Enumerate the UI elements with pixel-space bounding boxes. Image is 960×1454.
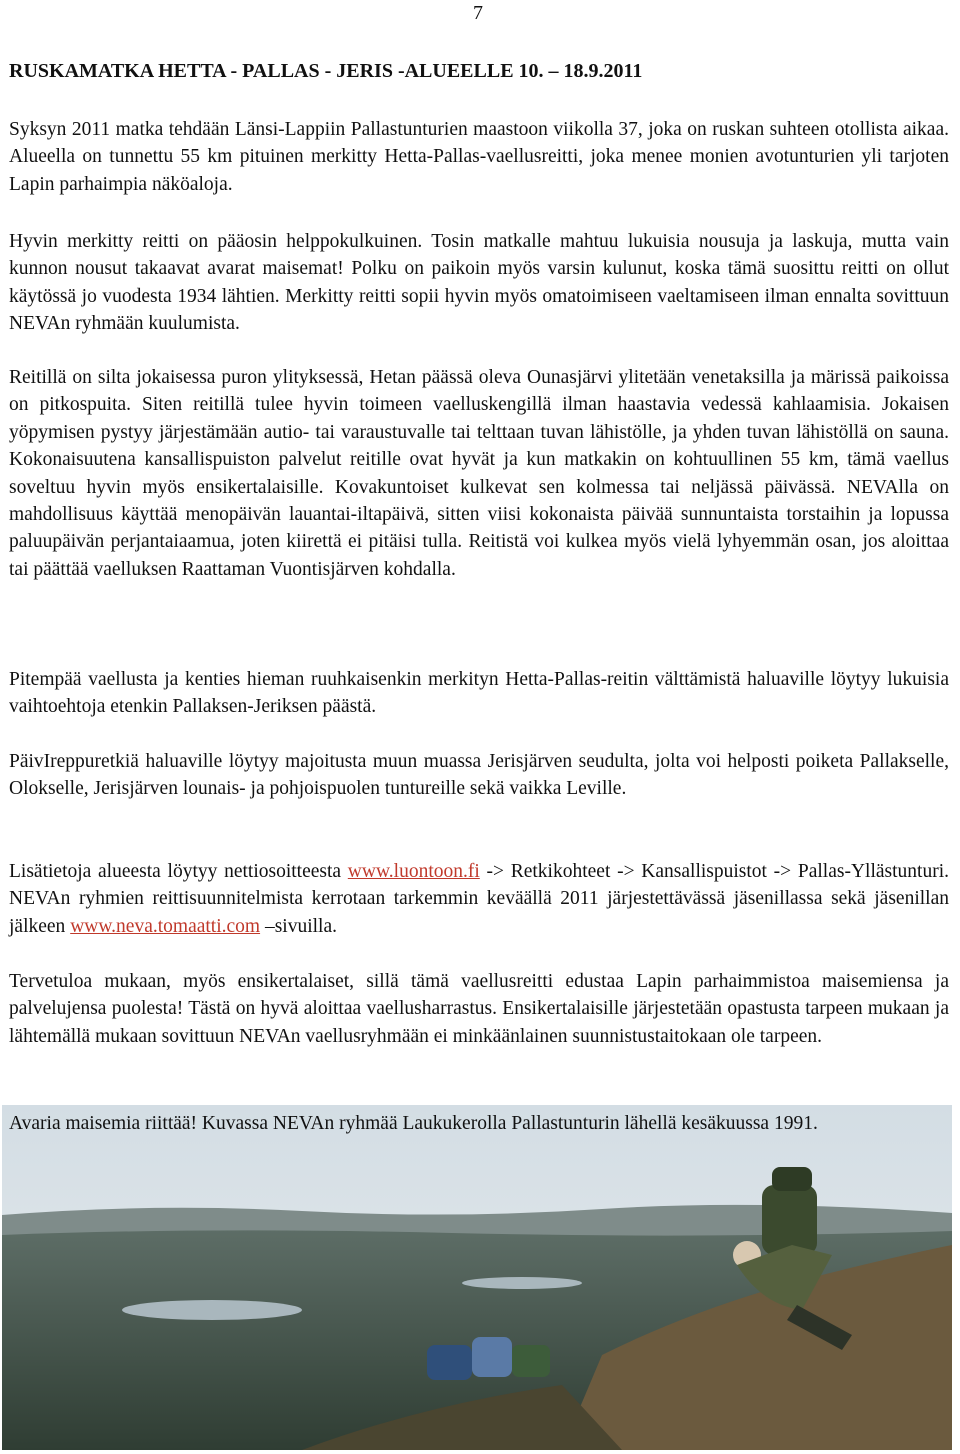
paragraph-intro: Syksyn 2011 matka tehdään Länsi-Lappiin Pallastunturien maastoon viikolla 37, joka on ruskan suhteen otollista aikaa. Alueella on tunnettu 55 km pituinen merkitty Hetta-Pallas-vaellusreitti, joka menee monien avotunturien yli tarjoten Lapin parhaimpia näköaloja. <box>9 119 949 195</box>
more-info-text-1: Lisätietoja alueesta löytyy nettiosoitteesta <box>9 861 348 882</box>
paragraph-route: Hyvin merkitty reitti on pääosin helppokulkuinen. Tosin matkalle mahtuu lukuisia nousuja ja laskuja, mutta vain kunnon nousut takaavat avarat maisemat! Polku on paikoin myös varsin kulunut, koska tämä suosittu reitti on ollut käytössä jo vuodesta 1934 lähtien. Merkitty reitti sopii hyvin myös omatoimiseen vaeltamiseen ilman ennalta sovittuun NEVAn ryhmään kuulumista. <box>9 231 949 335</box>
lake-2 <box>462 1277 582 1289</box>
neva-link[interactable]: www.neva.tomaatti.com <box>70 915 261 937</box>
paragraph-more-info <box>9 858 949 940</box>
paragraph-alternatives: Pitempää vaellusta ja kenties hieman ruuhkaisenkin merkityn Hetta-Pallas-reitin välttämistä haluaville löytyy lukuisia vaihtoehtoja etenkin Pallaksen-Jeriksen päästä. <box>9 669 949 718</box>
paragraph-services: Reitillä on silta jokaisessa puron ylityksessä, Hetan päässä oleva Ounasjärvi ylitetään venetaksilla ja märissä paikoissa on pitkospuita. Siten reitillä tulee hyvin toimeen vaelluskengillä ilman haastavia vedessä kahlaamisia. Jokaisen yöpymisen pystyy järjestämään autio- tai varaustuvalle tai telttaan tuvan lähistölle, ja yhden tuvan lähistöllä on sauna. Kokonaisuutena kansallispuiston palvelut reitille ovat hyvät ja kun matkakin on kohtuullinen 55 km, tämä vaellus soveltuu hyvin myös ensikertalaisille. Kovakuntoiset kulkevat sen kolmessa tai neljässä päivässä. NEVAlla on mahdollisuus käyttää menopäivän lauantai-iltapäivä, sitten viisi kokonaista päivää sunnuntaista torstaihin ja lopussa paluupäivän perjantaiaamua, joten kiirettä ei pitäisi tulla. Reitistä voi kulkea myös vielä lyhyemmän osan, jos aloittaa tai päättää vaelluksen Raattaman Vuontisjärven kohdalla. <box>9 367 949 580</box>
photo-caption: Avaria maisemia riittää! Kuvassa NEVAn ryhmää Laukukerolla Pallastunturin lähellä kesäkuussa 1991. <box>9 1113 818 1134</box>
lake <box>122 1300 302 1320</box>
more-info-text-3: –sivuilla. <box>260 915 337 937</box>
landscape-photo <box>2 1105 952 1450</box>
paragraph-welcome: Tervetuloa mukaan, myös ensikertalaiset, sillä tämä vaellusreitti edustaa Lapin parhaimmistoa maisemiensa ja palvelujensa puolesta! Tästä on hyvä aloittaa vaellusharrastus. Ensikertalaisille järjestetään opastusta tarpeen mukaan ja lähtemällä mukaan sovittuun NEVAn vaellusryhmään ei minkäänlainen suunnistustaitokaan ole tarpeen. <box>9 971 949 1047</box>
landscape-illustration <box>2 1105 952 1450</box>
page-title: RUSKAMATKA HETTA - PALLAS - JERIS -ALUEELLE 10. – 18.9.2011 <box>9 60 643 82</box>
more-info-text-2: -> Retkikohteet -> Kansallispuistot -> Pallas-Yllästunturi. NEVAn ryhmien reittisuunnitelmista kerrotaan tarkemmin keväällä 2011 järjestettävässä jäsenillassa sekä jäsenillan jälkeen <box>9 861 949 937</box>
paragraph-day-trips: PäivIreppuretkiä haluaville löytyy majoitusta muun muassa Jerisjärven seudulta, jolta voi helposti poiketa Pallakselle, Olokselle, Jerisjärven lounais- ja pohjoispuolen tuntureille sekä vaikka Leville. <box>9 751 949 800</box>
page-number: 7 <box>473 2 483 24</box>
luontoon-link[interactable]: www.luontoon.fi <box>347 861 480 882</box>
